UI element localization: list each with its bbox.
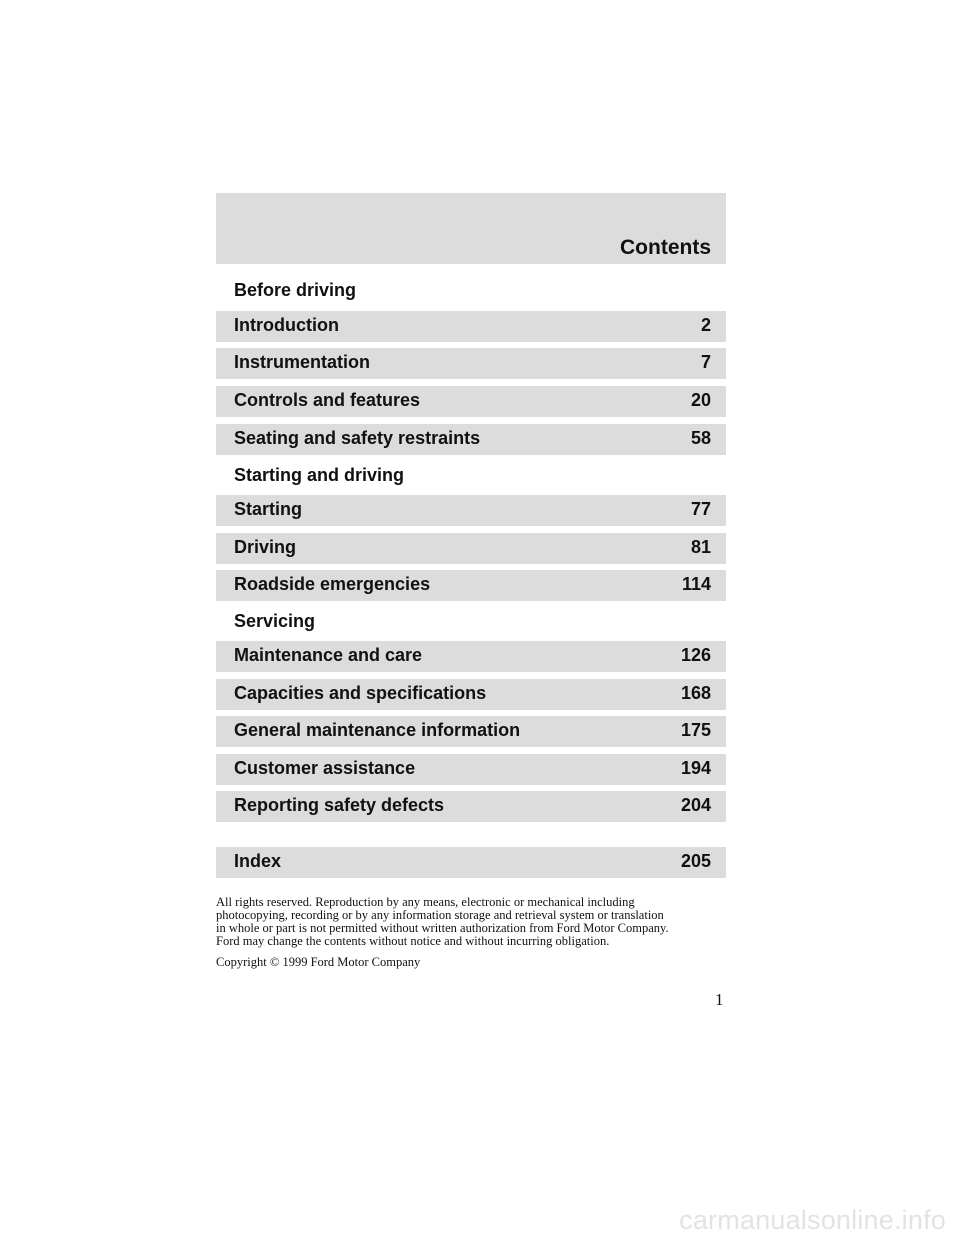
toc-entry-label: Driving: [234, 537, 297, 557]
toc-entry-page: 126: [680, 645, 711, 665]
toc-entry-label: Maintenance and care: [234, 645, 423, 665]
toc-entry-page: 168: [680, 683, 711, 703]
toc-entry-introduction[interactable]: [216, 311, 726, 342]
contents-header: [216, 193, 726, 264]
toc-entry-label: Instrumentation: [234, 352, 371, 372]
toc-entry-instrumentation[interactable]: [216, 348, 726, 379]
legal-line: All rights reserved. Reproduction by any means, electronic or mechanical including: [216, 895, 635, 909]
toc-entry-page: 114: [681, 574, 711, 594]
section-heading-starting-and-driving: Starting and driving: [234, 465, 405, 485]
toc-entry-index[interactable]: [216, 847, 726, 878]
toc-entry-label: Starting: [234, 499, 303, 519]
toc-entry-label: Reporting safety defects: [234, 795, 445, 815]
toc-entry-label: Seating and safety restraints: [234, 428, 481, 448]
legal-line: in whole or part is not permitted without written authorization from Ford Motor Company.: [216, 921, 669, 935]
legal-line: photocopying, recording or by any information storage and retrieval system or translation: [216, 908, 664, 922]
toc-entry-page: 204: [680, 795, 711, 815]
legal-notice: [216, 896, 728, 948]
toc-entry-page: 20: [690, 390, 711, 410]
toc-entry-page: 77: [690, 499, 711, 519]
toc-entry-seating-and-safety-restraints[interactable]: [216, 424, 726, 455]
toc-entry-page: 175: [680, 720, 711, 740]
toc-entry-page: 7: [700, 352, 711, 372]
section-heading-servicing: Servicing: [234, 611, 316, 631]
toc-entry-page: 81: [690, 537, 711, 557]
toc-entry-roadside-emergencies[interactable]: [216, 570, 726, 601]
toc-entry-label: General maintenance information: [234, 720, 521, 740]
toc-entry-label: Introduction: [234, 315, 339, 335]
toc-entry-driving[interactable]: [216, 533, 726, 564]
toc-entry-customer-assistance[interactable]: [216, 754, 726, 785]
toc-entry-label: Index: [234, 851, 282, 871]
toc-entry-general-maintenance-information[interactable]: [216, 716, 726, 747]
toc-entry-reporting-safety-defects[interactable]: [216, 791, 726, 822]
legal-line: Ford may change the contents without notice and without incurring obligation.: [216, 934, 610, 948]
toc-entry-page: 2: [700, 315, 711, 335]
toc-entry-starting[interactable]: [216, 495, 726, 526]
page-number: 1: [715, 990, 724, 1009]
copyright-notice: Copyright © 1999 Ford Motor Company: [216, 955, 421, 969]
toc-entry-page: 194: [680, 758, 711, 778]
toc-entry-page: 205: [680, 851, 711, 871]
toc-entry-label: Roadside emergencies: [234, 574, 431, 594]
watermark-text: carmanualsonline.info: [679, 1205, 946, 1235]
toc-entry-label: Controls and features: [234, 390, 421, 410]
toc-entry-label: Customer assistance: [234, 758, 416, 778]
section-heading-before-driving: Before driving: [234, 280, 357, 300]
toc-entry-page: 58: [690, 428, 711, 448]
toc-entry-controls-and-features[interactable]: [216, 386, 726, 417]
toc-entry-label: Capacities and specifications: [234, 683, 487, 703]
toc-entry-maintenance-and-care[interactable]: [216, 641, 726, 672]
toc-entry-capacities-and-specifications[interactable]: [216, 679, 726, 710]
page-title: Contents: [620, 236, 711, 259]
